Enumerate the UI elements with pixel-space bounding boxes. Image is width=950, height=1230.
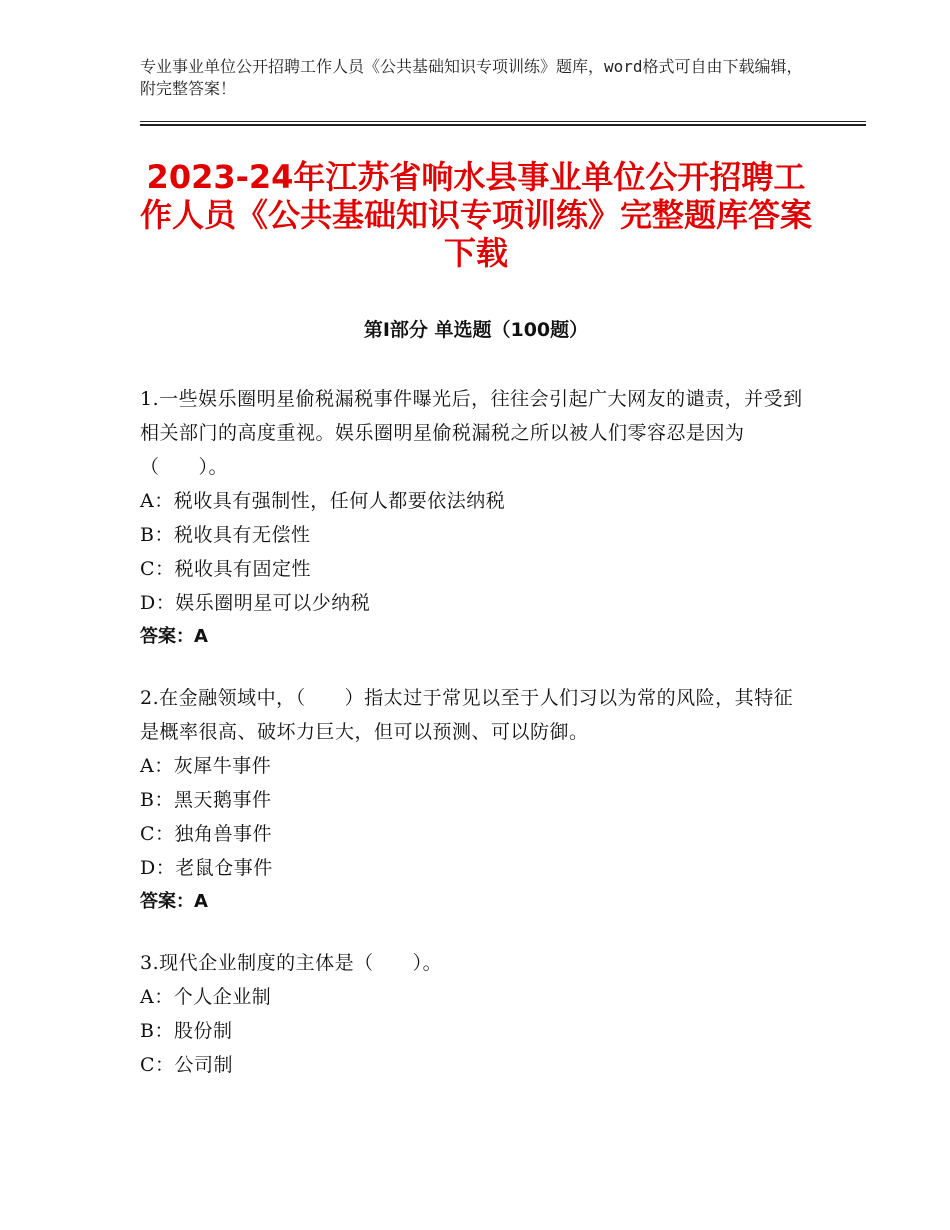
header-divider-thick	[140, 124, 866, 126]
option-a: A：税收具有强制性，任何人都要依法纳税	[140, 490, 506, 512]
option-d: D：老鼠仓事件	[140, 857, 273, 879]
question-stem: 2.在金融领域中，（ ）指太过于常见以至于人们习以为常的风险，其特征是概率很高、破坏力巨大，但可以预测、可以防御。	[140, 687, 794, 743]
question-3	[140, 946, 812, 1082]
option-d: D：娱乐圈明星可以少纳税	[140, 592, 371, 614]
option-c: C：公司制	[140, 1054, 234, 1076]
question-list	[140, 382, 812, 1109]
document-title: 2023-24年江苏省响水县事业单位公开招聘工作人员《公共基础知识专项训练》完整题库答案下载	[140, 158, 813, 272]
answer-line: 答案：A	[140, 626, 208, 647]
question-1	[140, 382, 812, 654]
answer-line: 答案：A	[140, 891, 208, 912]
option-c: C：独角兽事件	[140, 823, 273, 845]
option-b: B：税收具有无偿性	[140, 524, 311, 546]
question-stem: 3.现代企业制度的主体是（ ）。	[140, 952, 443, 974]
option-c: C：税收具有固定性	[140, 558, 312, 580]
header-note: 专业事业单位公开招聘工作人员《公共基础知识专项训练》题库，word格式可自由下载编辑，附完整答案！	[140, 57, 803, 98]
section-title: 第Ⅰ部分 单选题（100题）	[363, 319, 589, 341]
option-a: A：灰犀牛事件	[140, 755, 272, 777]
option-b: B：黑天鹅事件	[140, 789, 272, 811]
option-b: B：股份制	[140, 1020, 233, 1042]
question-stem: 1.一些娱乐圈明星偷税漏税事件曝光后，往往会引起广大网友的谴责，并受到相关部门的高度重视。娱乐圈明星偷税漏税之所以被人们零容忍是因为（ ）。	[140, 388, 803, 478]
question-2	[140, 681, 812, 919]
header-divider-thin	[140, 121, 866, 122]
option-a: A：个人企业制	[140, 986, 272, 1008]
